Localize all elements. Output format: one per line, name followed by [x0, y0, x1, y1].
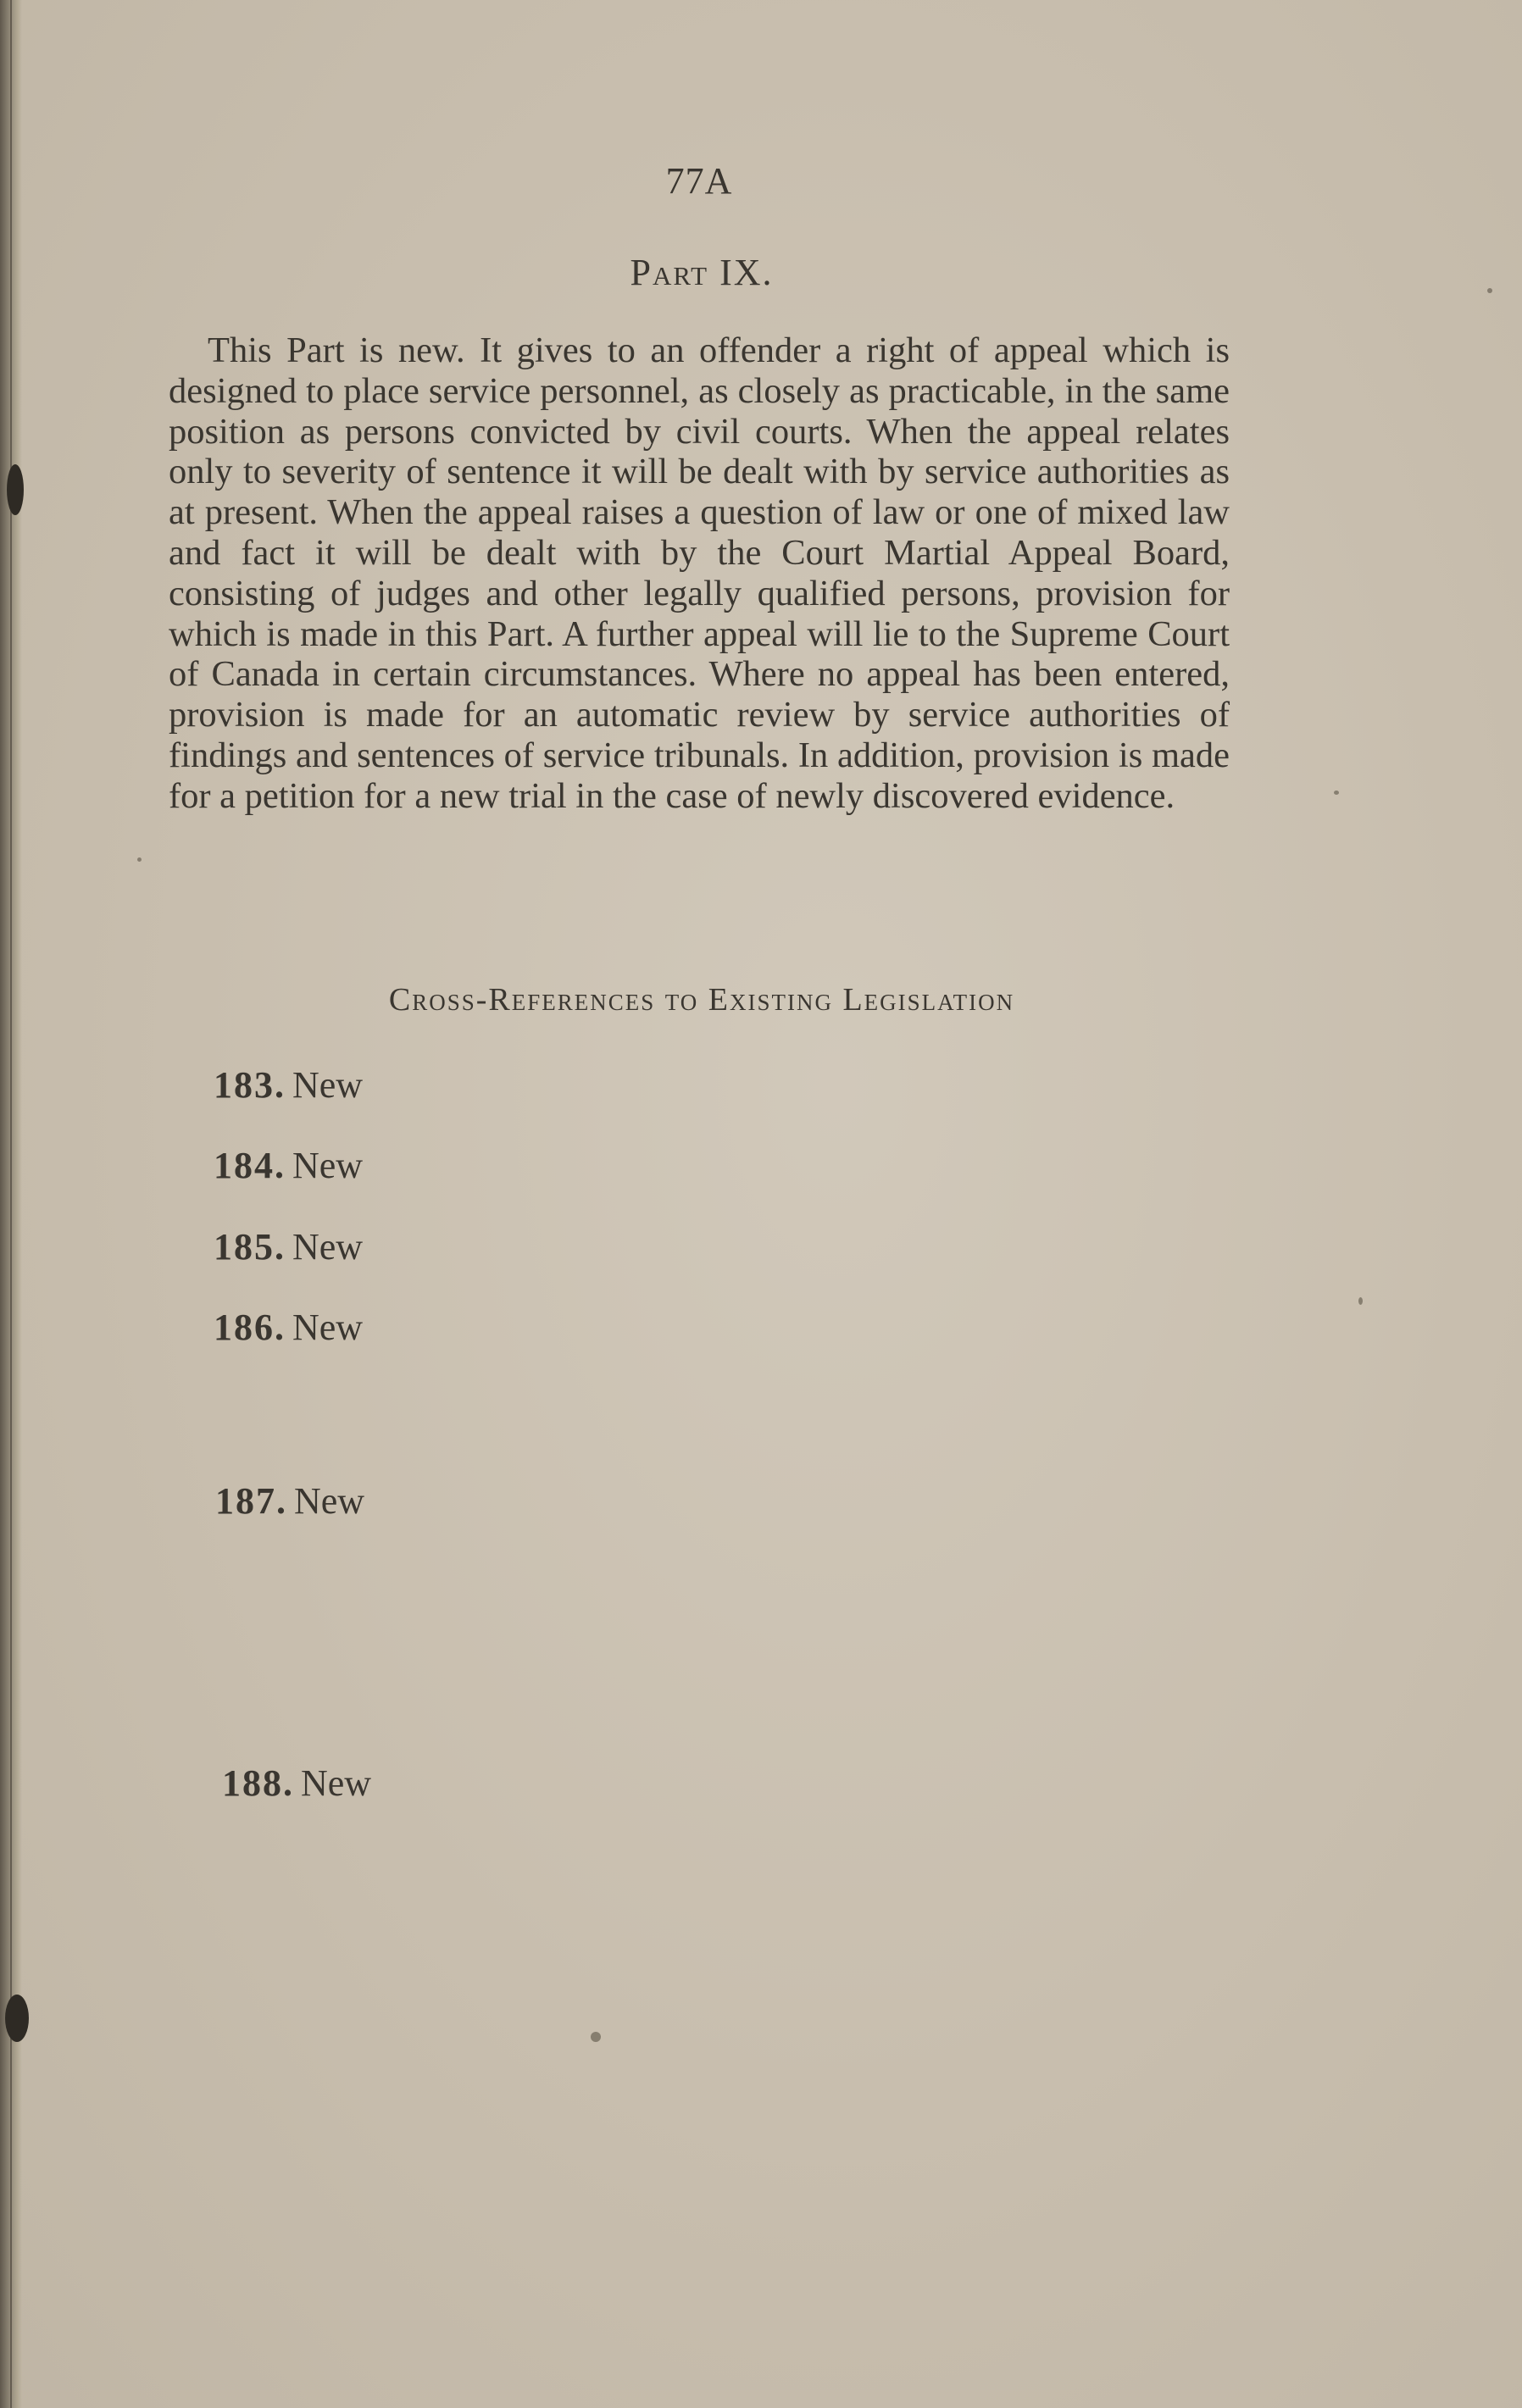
binding-hole-bottom: [5, 1995, 29, 2042]
section-status: New: [292, 1307, 364, 1348]
section-entry-185: [214, 1225, 363, 1268]
page-number: 77A: [665, 160, 733, 202]
part-heading: Part IX.: [630, 252, 774, 293]
paper-speck: [1358, 1297, 1363, 1305]
section-number: 187 .: [215, 1480, 287, 1522]
section-status: New: [301, 1762, 372, 1804]
paper-speck: [1334, 791, 1339, 795]
section-number: 186 .: [214, 1307, 286, 1348]
section-entry-188: [222, 1762, 371, 1805]
section-status: New: [292, 1226, 364, 1268]
paper-speck: [1487, 288, 1492, 293]
section-status: New: [294, 1480, 365, 1522]
section-entry-183: [214, 1063, 363, 1107]
intro-paragraph: This Part is new. It gives to an offender a right of appeal which is designed to place service personnel, as closely as practicable, in the same position as persons convicted by civil courts. When the appeal relates only to severity of sentence it will be dealt with by service authorities as at present. When the appeal raises a question of law or one of mixed law and fact it will be dealt with by the Court Martial Appeal Board, consisting of judges and other legally qualified persons, provision for which is made in this Part. A further appeal will lie to the Supreme Court of Canada in certain circumstances. Where no appeal has been entered, provision is made for an automatic review by service authorities of findings and sentences of service tribunals. In addition, provision is made for a petition for a new trial in the case of newly discovered evidence.: [169, 330, 1230, 816]
section-entry-184: [214, 1144, 363, 1187]
binding-crease: [10, 0, 12, 2408]
paper-speck: [591, 2032, 601, 2042]
section-number: 184 .: [214, 1145, 286, 1186]
section-entry-186: [214, 1306, 363, 1349]
cross-references-heading: Cross-References to Existing Legislation: [388, 982, 1015, 1018]
paper-speck: [137, 857, 142, 862]
section-number: 188 .: [222, 1762, 294, 1804]
section-number: 183 .: [214, 1064, 286, 1106]
binding-hole-top: [7, 464, 24, 515]
section-entry-187: [215, 1479, 364, 1523]
section-number: 185 .: [214, 1226, 286, 1268]
section-status: New: [292, 1064, 364, 1106]
section-status: New: [292, 1145, 364, 1186]
